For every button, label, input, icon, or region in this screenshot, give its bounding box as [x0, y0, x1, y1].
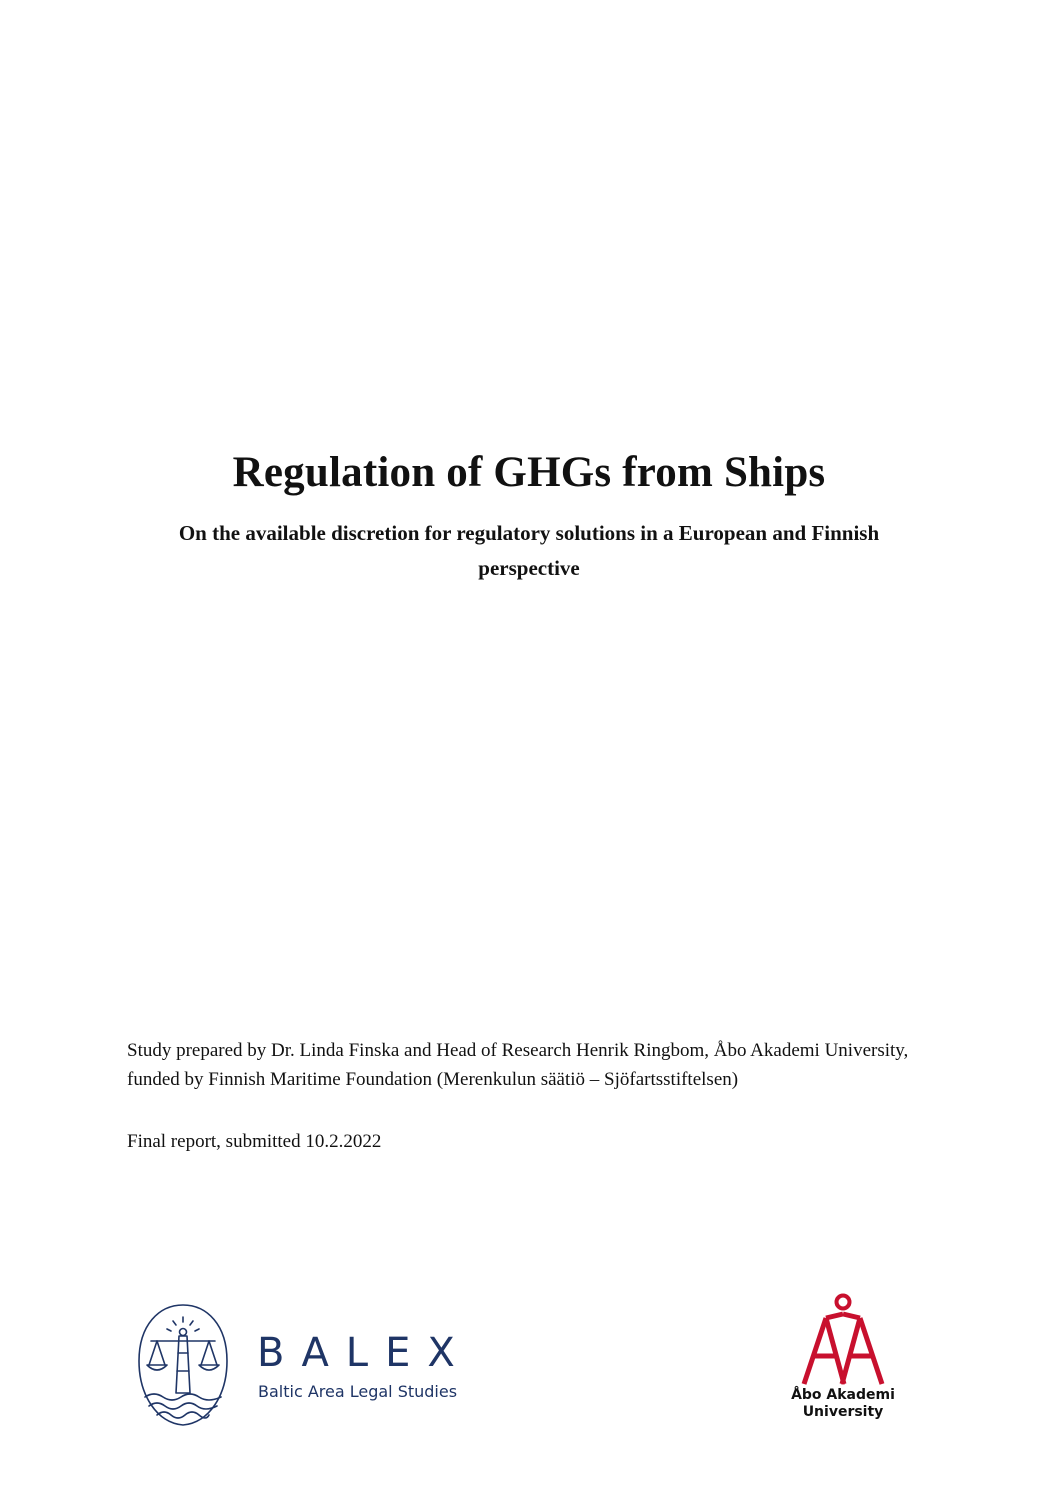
balex-scales-icon — [137, 1303, 229, 1427]
document-subtitle: On the available discretion for regulatory solutions in a European and Finnish perspective — [178, 521, 880, 580]
balex-wordmark: BALEX — [257, 1330, 472, 1376]
study-statement: Study prepared by Dr. Linda Finska and Head of Research Henrik Ringbom, Åbo Akademi University, funded by Finnish Maritime Foundation (Merenkulun säätiö – Sjöfartsstiftelsen) — [127, 1040, 909, 1090]
balex-logo — [137, 1303, 472, 1433]
balex-tagline: Baltic Area Legal Studies — [258, 1382, 458, 1401]
abo-akademi-logo — [780, 1292, 906, 1432]
document-title: Regulation of GHGs from Ships — [232, 449, 826, 496]
abo-akademi-wordmark — [780, 1387, 906, 1421]
abo-akademi-name: Åbo Akademi — [791, 1387, 895, 1403]
abo-akademi-emblem-icon — [800, 1292, 886, 1386]
final-report-line: Final report, submitted 10.2.2022 — [127, 1131, 382, 1152]
abo-university-label: University — [802, 1404, 884, 1420]
